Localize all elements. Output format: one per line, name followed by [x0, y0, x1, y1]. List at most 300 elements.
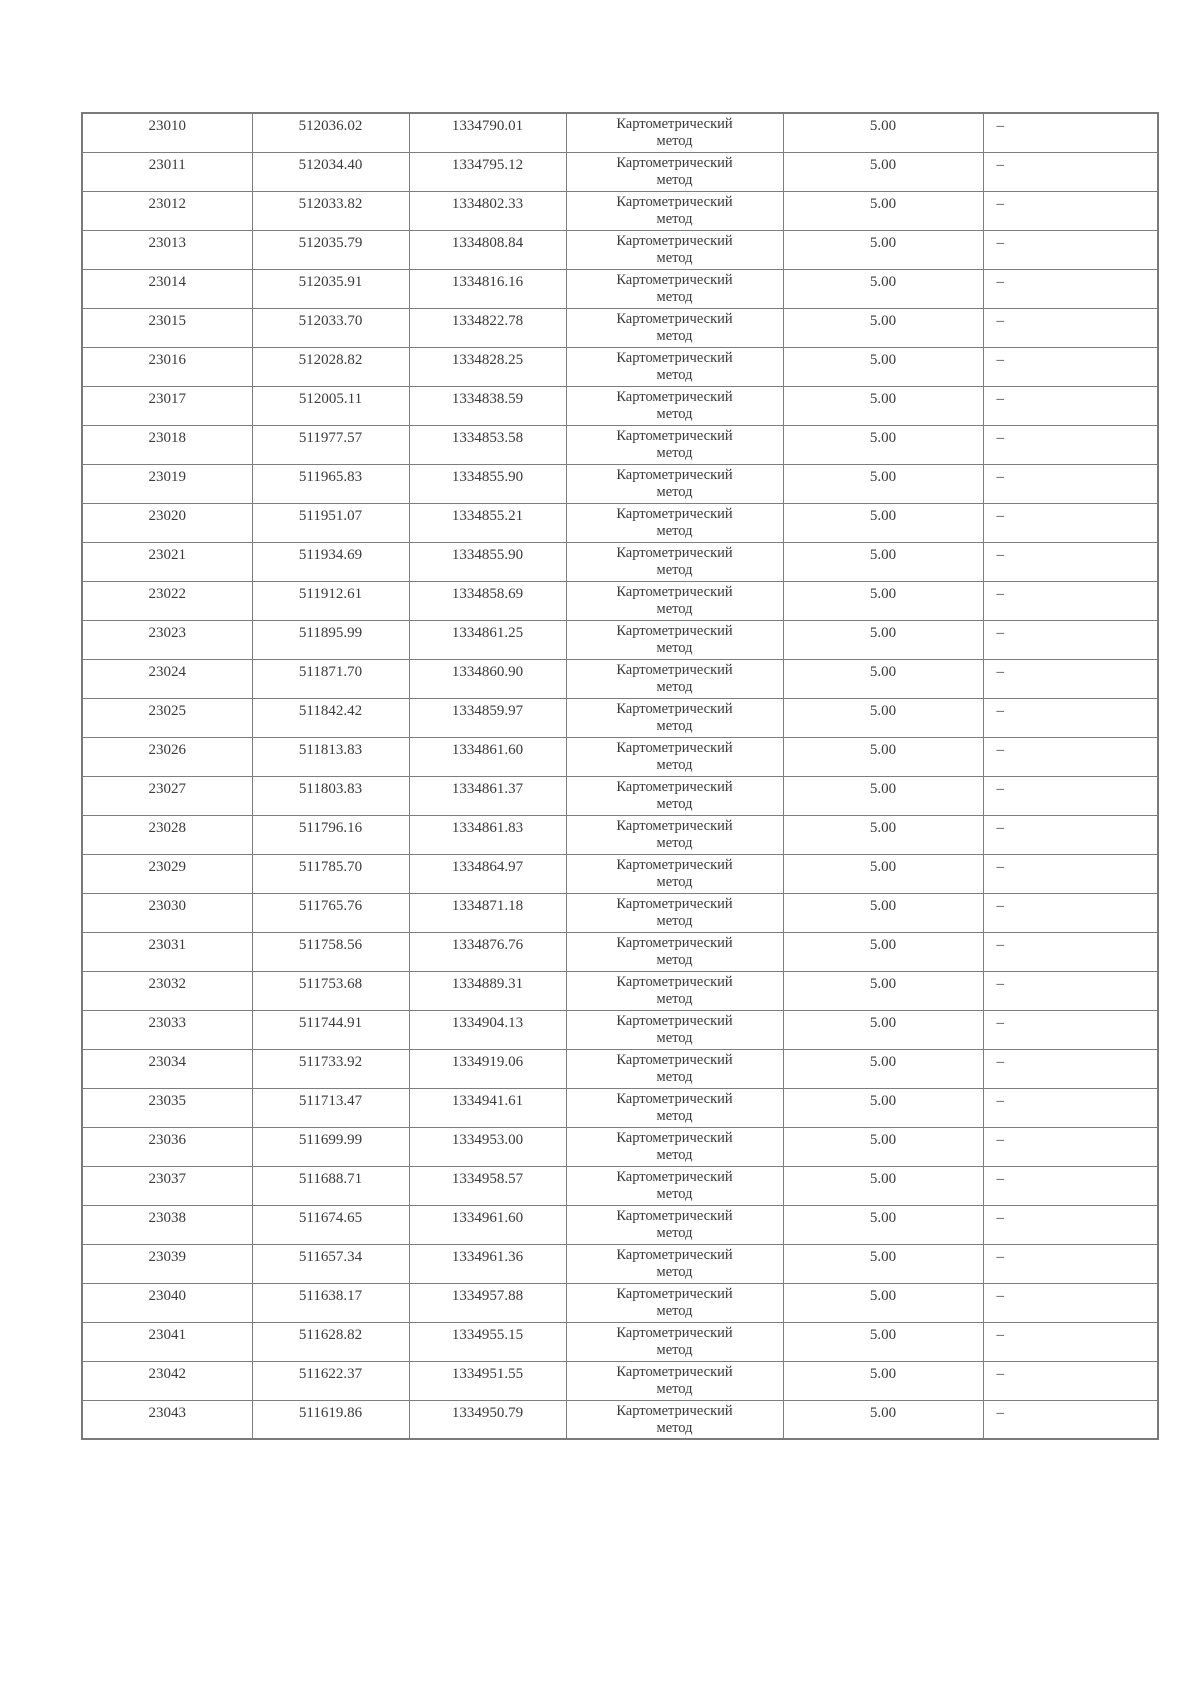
method-cell [566, 776, 783, 815]
method-line-1: Картометрический [616, 1012, 733, 1029]
method-line-1: Картометрический [616, 388, 733, 405]
method-line-2: метод [656, 1029, 693, 1046]
table-row [82, 971, 1158, 1010]
x-coordinate-cell: 511688.71 [252, 1166, 409, 1205]
method-line-2: метод [656, 1302, 693, 1319]
method-line-1: Картометрический [616, 1090, 733, 1107]
table-row [82, 542, 1158, 581]
x-coordinate-cell: 511934.69 [252, 542, 409, 581]
y-coordinate-cell: 1334876.76 [409, 932, 566, 971]
method-cell [566, 581, 783, 620]
accuracy-cell: 5.00 [783, 503, 983, 542]
method-line-1: Картометрический [616, 778, 733, 795]
method-cell [566, 1049, 783, 1088]
point-number-cell: 23024 [82, 659, 252, 698]
x-coordinate-cell: 512036.02 [252, 113, 409, 152]
accuracy-cell: 5.00 [783, 1283, 983, 1322]
description-cell: – [983, 1205, 1158, 1244]
y-coordinate-cell: 1334861.83 [409, 815, 566, 854]
method-line-2: метод [656, 1341, 693, 1358]
x-coordinate-cell: 511951.07 [252, 503, 409, 542]
y-coordinate-cell: 1334919.06 [409, 1049, 566, 1088]
method-line-2: метод [656, 1107, 693, 1124]
table-row [82, 269, 1158, 308]
method-line-2: метод [656, 834, 693, 851]
point-number-cell: 23037 [82, 1166, 252, 1205]
accuracy-cell: 5.00 [783, 113, 983, 152]
x-coordinate-cell: 511744.91 [252, 1010, 409, 1049]
table-row [82, 815, 1158, 854]
y-coordinate-cell: 1334941.61 [409, 1088, 566, 1127]
method-line-2: метод [656, 1068, 693, 1085]
method-cell [566, 1127, 783, 1166]
method-cell [566, 815, 783, 854]
x-coordinate-cell: 512005.11 [252, 386, 409, 425]
description-cell: – [983, 1127, 1158, 1166]
method-cell [566, 113, 783, 152]
y-coordinate-cell: 1334816.16 [409, 269, 566, 308]
method-line-1: Картометрический [616, 116, 733, 132]
table-row [82, 1361, 1158, 1400]
method-line-2: метод [656, 951, 693, 968]
accuracy-cell: 5.00 [783, 854, 983, 893]
table-row [82, 1322, 1158, 1361]
description-cell: – [983, 581, 1158, 620]
method-cell [566, 620, 783, 659]
accuracy-cell: 5.00 [783, 152, 983, 191]
method-line-1: Картометрический [616, 700, 733, 717]
table-row [82, 191, 1158, 230]
point-number-cell: 23031 [82, 932, 252, 971]
point-number-cell: 23023 [82, 620, 252, 659]
description-cell: – [983, 1361, 1158, 1400]
description-cell: – [983, 659, 1158, 698]
y-coordinate-cell: 1334861.25 [409, 620, 566, 659]
method-line-1: Картометрический [616, 349, 733, 366]
y-coordinate-cell: 1334808.84 [409, 230, 566, 269]
point-number-cell: 23042 [82, 1361, 252, 1400]
table-row [82, 152, 1158, 191]
description-cell: – [983, 464, 1158, 503]
table-row [82, 1166, 1158, 1205]
y-coordinate-cell: 1334855.90 [409, 464, 566, 503]
table-row [82, 659, 1158, 698]
description-cell: – [983, 113, 1158, 152]
y-coordinate-cell: 1334828.25 [409, 347, 566, 386]
y-coordinate-cell: 1334802.33 [409, 191, 566, 230]
x-coordinate-cell: 511622.37 [252, 1361, 409, 1400]
x-coordinate-cell: 511871.70 [252, 659, 409, 698]
point-number-cell: 23038 [82, 1205, 252, 1244]
description-cell: – [983, 269, 1158, 308]
x-coordinate-cell: 511965.83 [252, 464, 409, 503]
accuracy-cell: 5.00 [783, 1400, 983, 1439]
point-number-cell: 23034 [82, 1049, 252, 1088]
method-cell [566, 1283, 783, 1322]
description-cell: – [983, 503, 1158, 542]
table-row [82, 308, 1158, 347]
table-row [82, 386, 1158, 425]
point-number-cell: 23040 [82, 1283, 252, 1322]
description-cell: – [983, 1010, 1158, 1049]
accuracy-cell: 5.00 [783, 698, 983, 737]
method-line-2: метод [656, 444, 693, 461]
description-cell: – [983, 932, 1158, 971]
description-cell: – [983, 1244, 1158, 1283]
table-row [82, 1010, 1158, 1049]
accuracy-cell: 5.00 [783, 269, 983, 308]
method-line-1: Картометрический [616, 154, 733, 171]
table-row [82, 1127, 1158, 1166]
method-cell [566, 503, 783, 542]
x-coordinate-cell: 511753.68 [252, 971, 409, 1010]
table-row [82, 698, 1158, 737]
table-row [82, 737, 1158, 776]
method-line-1: Картометрический [616, 310, 733, 327]
method-cell [566, 1322, 783, 1361]
method-cell [566, 737, 783, 776]
x-coordinate-cell: 511733.92 [252, 1049, 409, 1088]
y-coordinate-cell: 1334855.21 [409, 503, 566, 542]
table-row [82, 893, 1158, 932]
method-line-1: Картометрический [616, 505, 733, 522]
description-cell: – [983, 425, 1158, 464]
table-row [82, 230, 1158, 269]
y-coordinate-cell: 1334958.57 [409, 1166, 566, 1205]
accuracy-cell: 5.00 [783, 659, 983, 698]
table-body [82, 113, 1158, 1439]
y-coordinate-cell: 1334889.31 [409, 971, 566, 1010]
accuracy-cell: 5.00 [783, 191, 983, 230]
method-line-2: метод [656, 171, 693, 188]
method-line-1: Картометрический [616, 1168, 733, 1185]
method-line-1: Картометрический [616, 193, 733, 210]
method-line-1: Картометрический [616, 856, 733, 873]
method-line-1: Картометрический [616, 934, 733, 951]
method-line-2: метод [656, 717, 693, 734]
table-row [82, 1244, 1158, 1283]
method-line-2: метод [656, 795, 693, 812]
method-line-1: Картометрический [616, 895, 733, 912]
table-row [82, 581, 1158, 620]
point-number-cell: 23015 [82, 308, 252, 347]
x-coordinate-cell: 511813.83 [252, 737, 409, 776]
method-line-2: метод [656, 1419, 693, 1436]
method-line-2: метод [656, 249, 693, 266]
table-row [82, 464, 1158, 503]
method-cell [566, 659, 783, 698]
method-cell [566, 230, 783, 269]
description-cell: – [983, 230, 1158, 269]
point-number-cell: 23012 [82, 191, 252, 230]
description-cell: – [983, 776, 1158, 815]
method-cell [566, 971, 783, 1010]
method-cell [566, 464, 783, 503]
description-cell: – [983, 854, 1158, 893]
accuracy-cell: 5.00 [783, 386, 983, 425]
point-number-cell: 23041 [82, 1322, 252, 1361]
method-line-1: Картометрический [616, 1402, 733, 1419]
accuracy-cell: 5.00 [783, 542, 983, 581]
method-line-1: Картометрический [616, 427, 733, 444]
description-cell: – [983, 1322, 1158, 1361]
method-line-1: Картометрический [616, 1129, 733, 1146]
y-coordinate-cell: 1334838.59 [409, 386, 566, 425]
y-coordinate-cell: 1334853.58 [409, 425, 566, 464]
method-line-1: Картометрический [616, 661, 733, 678]
accuracy-cell: 5.00 [783, 581, 983, 620]
method-cell [566, 542, 783, 581]
method-cell [566, 698, 783, 737]
description-cell: – [983, 815, 1158, 854]
y-coordinate-cell: 1334861.60 [409, 737, 566, 776]
method-line-1: Картометрический [616, 583, 733, 600]
point-number-cell: 23011 [82, 152, 252, 191]
point-number-cell: 23017 [82, 386, 252, 425]
y-coordinate-cell: 1334822.78 [409, 308, 566, 347]
y-coordinate-cell: 1334864.97 [409, 854, 566, 893]
method-cell [566, 386, 783, 425]
x-coordinate-cell: 511699.99 [252, 1127, 409, 1166]
point-number-cell: 23016 [82, 347, 252, 386]
y-coordinate-cell: 1334861.37 [409, 776, 566, 815]
method-line-1: Картометрический [616, 622, 733, 639]
method-line-2: метод [656, 210, 693, 227]
method-cell [566, 932, 783, 971]
method-cell [566, 1361, 783, 1400]
accuracy-cell: 5.00 [783, 1166, 983, 1205]
table-row [82, 503, 1158, 542]
accuracy-cell: 5.00 [783, 1205, 983, 1244]
method-line-2: метод [656, 990, 693, 1007]
description-cell: – [983, 620, 1158, 659]
x-coordinate-cell: 511638.17 [252, 1283, 409, 1322]
method-cell [566, 308, 783, 347]
x-coordinate-cell: 511674.65 [252, 1205, 409, 1244]
accuracy-cell: 5.00 [783, 1049, 983, 1088]
table-row [82, 854, 1158, 893]
y-coordinate-cell: 1334961.36 [409, 1244, 566, 1283]
point-number-cell: 23029 [82, 854, 252, 893]
x-coordinate-cell: 512033.82 [252, 191, 409, 230]
x-coordinate-cell: 511628.82 [252, 1322, 409, 1361]
x-coordinate-cell: 511765.76 [252, 893, 409, 932]
method-line-1: Картометрический [616, 817, 733, 834]
method-line-2: метод [656, 288, 693, 305]
accuracy-cell: 5.00 [783, 464, 983, 503]
method-cell [566, 1400, 783, 1439]
y-coordinate-cell: 1334957.88 [409, 1283, 566, 1322]
point-number-cell: 23027 [82, 776, 252, 815]
y-coordinate-cell: 1334871.18 [409, 893, 566, 932]
method-line-2: метод [656, 678, 693, 695]
description-cell: – [983, 1283, 1158, 1322]
method-line-2: метод [656, 1146, 693, 1163]
accuracy-cell: 5.00 [783, 932, 983, 971]
table-row [82, 1088, 1158, 1127]
x-coordinate-cell: 512035.91 [252, 269, 409, 308]
method-line-1: Картометрический [616, 271, 733, 288]
method-cell [566, 1205, 783, 1244]
table-row [82, 1049, 1158, 1088]
x-coordinate-cell: 511758.56 [252, 932, 409, 971]
method-line-1: Картометрический [616, 1051, 733, 1068]
y-coordinate-cell: 1334950.79 [409, 1400, 566, 1439]
table-row [82, 1400, 1158, 1439]
method-cell [566, 269, 783, 308]
method-line-2: метод [656, 1224, 693, 1241]
method-line-2: метод [656, 561, 693, 578]
method-line-2: метод [656, 366, 693, 383]
accuracy-cell: 5.00 [783, 776, 983, 815]
method-line-1: Картометрический [616, 1246, 733, 1263]
accuracy-cell: 5.00 [783, 815, 983, 854]
method-line-1: Картометрический [616, 739, 733, 756]
description-cell: – [983, 1166, 1158, 1205]
method-cell [566, 152, 783, 191]
description-cell: – [983, 152, 1158, 191]
point-number-cell: 23025 [82, 698, 252, 737]
accuracy-cell: 5.00 [783, 1127, 983, 1166]
x-coordinate-cell: 512034.40 [252, 152, 409, 191]
point-number-cell: 23019 [82, 464, 252, 503]
method-line-2: метод [656, 873, 693, 890]
x-coordinate-cell: 511895.99 [252, 620, 409, 659]
accuracy-cell: 5.00 [783, 620, 983, 659]
point-number-cell: 23036 [82, 1127, 252, 1166]
point-number-cell: 23030 [82, 893, 252, 932]
description-cell: – [983, 191, 1158, 230]
table-row [82, 932, 1158, 971]
method-cell [566, 1166, 783, 1205]
method-line-1: Картометрический [616, 1363, 733, 1380]
table-row [82, 1283, 1158, 1322]
description-cell: – [983, 1400, 1158, 1439]
x-coordinate-cell: 511619.86 [252, 1400, 409, 1439]
x-coordinate-cell: 511842.42 [252, 698, 409, 737]
method-line-1: Картометрический [616, 544, 733, 561]
point-number-cell: 23032 [82, 971, 252, 1010]
y-coordinate-cell: 1334955.15 [409, 1322, 566, 1361]
accuracy-cell: 5.00 [783, 893, 983, 932]
y-coordinate-cell: 1334904.13 [409, 1010, 566, 1049]
method-line-1: Картометрический [616, 973, 733, 990]
point-number-cell: 23014 [82, 269, 252, 308]
point-number-cell: 23026 [82, 737, 252, 776]
method-cell [566, 347, 783, 386]
accuracy-cell: 5.00 [783, 1322, 983, 1361]
point-number-cell: 23035 [82, 1088, 252, 1127]
accuracy-cell: 5.00 [783, 308, 983, 347]
x-coordinate-cell: 511912.61 [252, 581, 409, 620]
method-line-2: метод [656, 600, 693, 617]
x-coordinate-cell: 512035.79 [252, 230, 409, 269]
accuracy-cell: 5.00 [783, 1010, 983, 1049]
table-row [82, 620, 1158, 659]
y-coordinate-cell: 1334860.90 [409, 659, 566, 698]
y-coordinate-cell: 1334790.01 [409, 113, 566, 152]
description-cell: – [983, 893, 1158, 932]
y-coordinate-cell: 1334961.60 [409, 1205, 566, 1244]
description-cell: – [983, 737, 1158, 776]
point-number-cell: 23043 [82, 1400, 252, 1439]
method-line-2: метод [656, 1185, 693, 1202]
accuracy-cell: 5.00 [783, 737, 983, 776]
table-row [82, 113, 1158, 152]
method-line-2: метод [656, 639, 693, 656]
point-number-cell: 23020 [82, 503, 252, 542]
x-coordinate-cell: 511803.83 [252, 776, 409, 815]
y-coordinate-cell: 1334859.97 [409, 698, 566, 737]
method-line-2: метод [656, 756, 693, 773]
accuracy-cell: 5.00 [783, 971, 983, 1010]
description-cell: – [983, 347, 1158, 386]
point-number-cell: 23028 [82, 815, 252, 854]
x-coordinate-cell: 511713.47 [252, 1088, 409, 1127]
method-cell [566, 1088, 783, 1127]
method-line-1: Картометрический [616, 1207, 733, 1224]
method-line-1: Картометрический [616, 1324, 733, 1341]
method-line-2: метод [656, 1263, 693, 1280]
accuracy-cell: 5.00 [783, 347, 983, 386]
table-row [82, 776, 1158, 815]
x-coordinate-cell: 512033.70 [252, 308, 409, 347]
point-number-cell: 23018 [82, 425, 252, 464]
method-line-2: метод [656, 522, 693, 539]
description-cell: – [983, 308, 1158, 347]
description-cell: – [983, 386, 1158, 425]
table-row [82, 425, 1158, 464]
point-number-cell: 23022 [82, 581, 252, 620]
accuracy-cell: 5.00 [783, 425, 983, 464]
method-cell [566, 854, 783, 893]
method-line-1: Картометрический [616, 1285, 733, 1302]
method-line-2: метод [656, 912, 693, 929]
description-cell: – [983, 698, 1158, 737]
accuracy-cell: 5.00 [783, 230, 983, 269]
y-coordinate-cell: 1334953.00 [409, 1127, 566, 1166]
accuracy-cell: 5.00 [783, 1361, 983, 1400]
point-number-cell: 23010 [82, 113, 252, 152]
y-coordinate-cell: 1334795.12 [409, 152, 566, 191]
method-line-2: метод [656, 327, 693, 344]
method-line-2: метод [656, 483, 693, 500]
y-coordinate-cell: 1334855.90 [409, 542, 566, 581]
accuracy-cell: 5.00 [783, 1244, 983, 1283]
method-cell [566, 425, 783, 464]
y-coordinate-cell: 1334951.55 [409, 1361, 566, 1400]
method-cell [566, 1010, 783, 1049]
description-cell: – [983, 971, 1158, 1010]
table-row [82, 347, 1158, 386]
method-cell [566, 893, 783, 932]
x-coordinate-cell: 511977.57 [252, 425, 409, 464]
description-cell: – [983, 1049, 1158, 1088]
accuracy-cell: 5.00 [783, 1088, 983, 1127]
point-number-cell: 23013 [82, 230, 252, 269]
point-number-cell: 23021 [82, 542, 252, 581]
method-line-2: метод [656, 133, 693, 149]
method-line-1: Картометрический [616, 466, 733, 483]
description-cell: – [983, 542, 1158, 581]
point-number-cell: 23033 [82, 1010, 252, 1049]
method-line-1: Картометрический [616, 232, 733, 249]
point-number-cell: 23039 [82, 1244, 252, 1283]
method-line-2: метод [656, 1380, 693, 1397]
method-cell [566, 1244, 783, 1283]
coordinates-table [81, 112, 1159, 1440]
x-coordinate-cell: 511657.34 [252, 1244, 409, 1283]
